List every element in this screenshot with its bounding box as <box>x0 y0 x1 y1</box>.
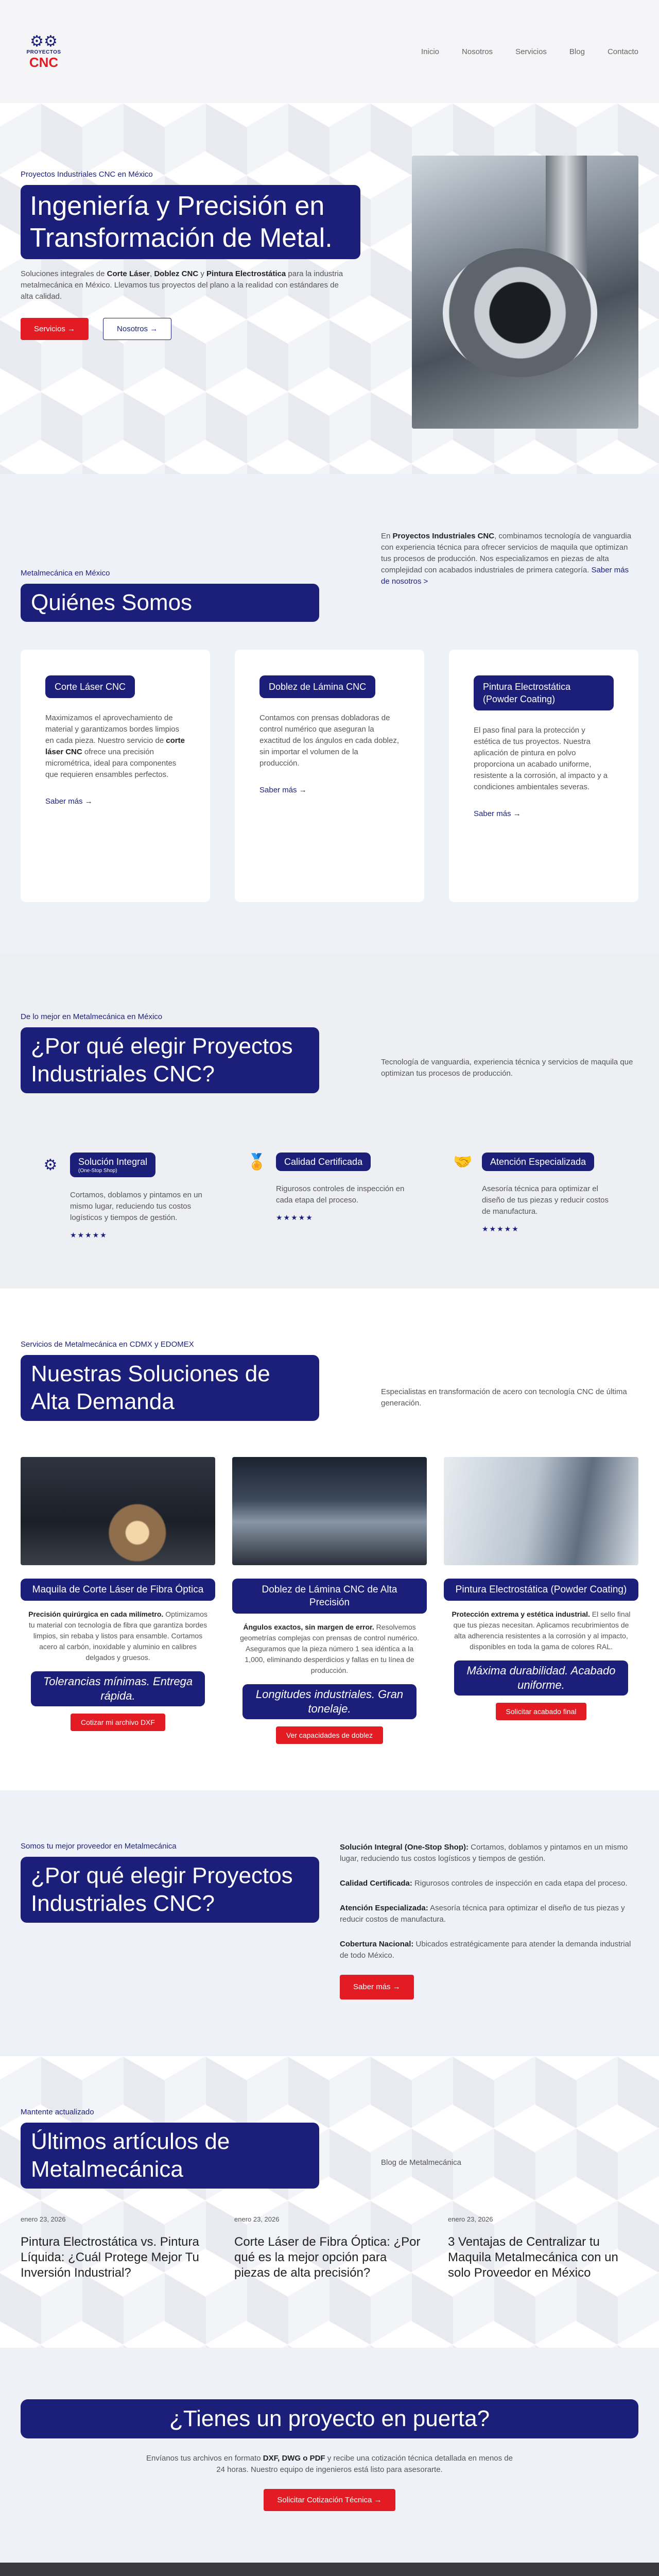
hero-section <box>0 103 659 474</box>
proveedor-section <box>0 1790 659 2056</box>
service-card-pintura <box>449 650 638 902</box>
rating-stars: ★★★★★ <box>482 1225 519 1233</box>
post-title[interactable]: 3 Ventajas de Centralizar tu Maquila Metalmecánica con un solo Proveedor en México <box>448 2235 618 2280</box>
press-brake-image <box>232 1457 427 1565</box>
solution-pintura <box>444 1457 638 1744</box>
nav-inicio[interactable]: Inicio <box>421 47 440 56</box>
service-card-doblez <box>235 650 424 902</box>
solution-text: Protección extrema y estética industrial. El sello final que tus piezas necesitan. Aplicamos recubrimientos de alta adherencia resistentes a la corrosión y al impacto, disponibles en toda la gama de colores RAL. <box>452 1610 631 1651</box>
laser-cutting-image <box>21 1457 215 1565</box>
feature-title: Atención Especializada <box>482 1153 594 1171</box>
site-header <box>0 0 659 103</box>
rating-stars: ★★★★★ <box>70 1231 108 1239</box>
logo-small-text: PROYECTOS <box>26 49 61 55</box>
solicitar-acabado-button[interactable]: Solicitar acabado final <box>496 1703 587 1720</box>
solution-title: Maquila de Corte Láser de Fibra Óptica <box>21 1579 215 1601</box>
blog-post[interactable] <box>21 2215 211 2281</box>
card-text: El paso final para la protección y estética de tus proyectos. Nuestra aplicación de pintura en polvo proporciona un acabado uniforme, resistente a la corrosión, al impacto y a condiciones ambientales severas. <box>474 726 608 791</box>
blog-title-box <box>21 2123 319 2189</box>
nav-servicios[interactable]: Servicios <box>515 47 547 56</box>
cta-section <box>0 2348 659 2563</box>
post-title[interactable]: Pintura Electrostática vs. Pintura Líquida: ¿Cuál Protege Mejor Tu Inversión Industrial? <box>21 2235 199 2280</box>
solution-highlight: Longitudes industriales. Gran tonelaje. <box>242 1684 417 1719</box>
hero-content <box>21 170 350 429</box>
nav-contacto[interactable]: Contacto <box>607 47 638 56</box>
soluciones-eyebrow: Servicios de Metalmecánica en CDMX y EDOMEX <box>21 1340 194 1349</box>
porque-text: Tecnología de vanguardia, experiencia técnica y servicios de maquila que optimizan tus procesos de producción. <box>381 1058 633 1078</box>
post-date: enero 23, 2026 <box>21 2215 66 2223</box>
feature-text: Rigurosos controles de inspección en cada etapa del proceso. <box>276 1184 405 1205</box>
blog-section <box>0 2056 659 2348</box>
hero-eyebrow: Proyectos Industriales CNC en México <box>21 170 153 179</box>
post-title[interactable]: Corte Láser de Fibra Óptica: ¿Por qué es la mejor opción para piezas de alta precisión? <box>234 2235 421 2280</box>
blog-post[interactable] <box>448 2215 638 2281</box>
nav-blog[interactable]: Blog <box>569 47 585 56</box>
hero-title: Ingeniería y Precisión en Transformación de Metal. <box>30 191 333 253</box>
feature-solucion-integral <box>41 1153 206 1240</box>
porque-title: ¿Por qué elegir Proyectos Industriales CNC? <box>31 1033 293 1087</box>
soluciones-title-box <box>21 1355 319 1421</box>
servicios-button[interactable]: Servicios → <box>21 318 89 340</box>
hero-machine-image <box>412 156 638 429</box>
point-item: Cobertura Nacional: Ubicados estratégicamente para atender la demanda industrial de todo México. <box>340 1940 631 1960</box>
point-item: Calidad Certificada: Rigurosos controles de inspección en cada etapa del proceso. <box>340 1879 628 1888</box>
proveedor-title: ¿Por qué elegir Proyectos Industriales CNC? <box>31 1863 293 1916</box>
hero-title-box <box>21 185 360 259</box>
card-text: Maximizamos el aprovechamiento de material y garantizamos bordes limpios en cada pieza. Nuestro servicio de corte láser CNC ofrece una precisión micrométrica, ideal para componentes que requieren ensambles perfectos. <box>45 714 185 779</box>
quienes-eyebrow: Metalmecánica en México <box>21 569 110 578</box>
card-title: Corte Láser CNC <box>45 675 135 698</box>
proveedor-points <box>340 1842 638 1999</box>
saber-mas-link[interactable]: Saber más → <box>474 809 521 818</box>
quienes-title: Quiénes Somos <box>31 590 193 615</box>
quienes-title-box <box>21 584 319 622</box>
feature-calidad-certificada <box>247 1153 412 1240</box>
feature-title: Solución Integral (One-Stop Shop) <box>70 1153 155 1177</box>
point-item: Atención Especializada: Asesoría técnica para optimizar el diseño de tus piezas y reducir costos de manufactura. <box>340 1904 625 1924</box>
ver-capacidades-button[interactable]: Ver capacidades de doblez <box>276 1726 383 1744</box>
soluciones-title: Nuestras Soluciones de Alta Demanda <box>31 1361 270 1414</box>
nav-nosotros[interactable]: Nosotros <box>462 47 493 56</box>
gears-icon: ⚙⚙ <box>30 32 58 50</box>
saber-mas-nosotros-link[interactable]: Saber más de nosotros > <box>381 566 629 586</box>
rating-stars: ★★★★★ <box>276 1213 314 1222</box>
nosotros-button[interactable]: Nosotros → <box>103 318 171 340</box>
hero-description: Soluciones integrales de Corte Láser, Doblez CNC y Pintura Electrostática para la industria metalmecánica en México. Llevamos tus proyectos del plano a la realidad con estándares de alta calidad. <box>21 269 343 301</box>
handshake-icon: 🤝 <box>453 1153 473 1171</box>
soluciones-section <box>0 1289 659 1790</box>
card-title: Pintura Electrostática (Powder Coating) <box>474 675 614 710</box>
saber-mas-link[interactable]: Saber más → <box>259 786 307 794</box>
saber-mas-button[interactable]: Saber más → <box>340 1975 414 1999</box>
post-date: enero 23, 2026 <box>448 2215 493 2223</box>
card-title: Doblez de Lámina CNC <box>259 675 375 698</box>
feature-title: Calidad Certificada <box>276 1153 371 1171</box>
gear-icon: ⚙ <box>43 1156 58 1174</box>
post-date: enero 23, 2026 <box>234 2215 280 2223</box>
card-text: Contamos con prensas dobladoras de control numérico que aseguran la exactitud de los ángulos en cada doblez, sin importar el volumen de la producción. <box>259 714 400 768</box>
proveedor-eyebrow: Somos tu mejor proveedor en Metalmecánica <box>21 1842 177 1851</box>
solution-title: Pintura Electrostática (Powder Coating) <box>444 1579 638 1601</box>
porque-title-box <box>21 1027 319 1093</box>
saber-mas-link[interactable]: Saber más → <box>45 797 93 806</box>
cta-title-box <box>21 2399 638 2438</box>
solution-text: Ángulos exactos, sin margen de error. Resolvemos geometrías complejas con prensas de control numérico. Aseguramos que la pieza número 1 sea idéntica a la 1,000, eliminando desperdicios y fallas en tu línea de producción. <box>240 1623 419 1674</box>
point-item: Solución Integral (One-Stop Shop): Cortamos, doblamos y pintamos en un mismo lugar, reduciendo tus costos logísticos y tiempos de gestión. <box>340 1843 628 1863</box>
feature-text: Asesoría técnica para optimizar el diseño de tus piezas y reducir costos de manufactura. <box>482 1184 609 1216</box>
solution-title: Doblez de Lámina CNC de Alta Precisión <box>232 1579 427 1614</box>
proveedor-title-box <box>21 1857 319 1923</box>
site-footer <box>0 2563 659 2576</box>
solicitar-cotizacion-button[interactable]: Solicitar Cotización Técnica → <box>264 2489 395 2511</box>
solution-highlight: Tolerancias mínimas. Entrega rápida. <box>31 1671 205 1706</box>
solution-highlight: Máxima durabilidad. Acabado uniforme. <box>454 1660 628 1696</box>
service-card-corte-laser <box>21 650 210 902</box>
porque-eyebrow: De lo mejor en Metalmecánica en México <box>21 1012 163 1021</box>
por-que-section <box>0 954 659 1289</box>
cotizar-dxf-button[interactable]: Cotizar mi archivo DXF <box>71 1714 165 1731</box>
cta-title: ¿Tienes un proyecto en puerta? <box>169 2406 490 2431</box>
feature-atencion-especializada <box>453 1153 618 1240</box>
cta-text: Envíanos tus archivos en formato DXF, DWG o PDF y recibe una cotización técnica detallada en menos de 24 horas. Nuestro equipo de ingenieros está listo para asesorarte. <box>146 2454 513 2474</box>
powder-coating-image <box>444 1457 638 1565</box>
blog-text: Blog de Metalmecánica <box>381 2158 461 2167</box>
logo-big-text: CNC <box>29 54 59 70</box>
blog-title: Últimos artículos de Metalmecánica <box>31 2129 230 2182</box>
blog-post[interactable] <box>234 2215 425 2281</box>
blog-eyebrow: Mantente actualizado <box>21 2108 94 2116</box>
solution-doblez <box>232 1457 427 1744</box>
medal-icon: 🏅 <box>247 1153 267 1171</box>
quienes-text: En Proyectos Industriales CNC, combinamos tecnología de vanguardia con experiencia técnica para ofrecer servicios de maquila que optimizan tus procesos de producción. Nos especializamos en piezas de alta complejidad con acabados industriales de primera categoría. Saber más de nosotros > <box>381 532 632 586</box>
site-logo[interactable] <box>21 34 67 70</box>
solution-text: Precisión quirúrgica en cada milímetro. Optimizamos tu material con tecnología de fibra que garantiza bordes limpios, sin rebaba y listos para ensamble. Cortamos acero al carbón, inoxidable y aluminio en calibres delgados y gruesos. <box>28 1610 207 1662</box>
solution-corte-laser <box>21 1457 215 1744</box>
main-nav <box>421 47 638 56</box>
quienes-somos-section <box>0 474 659 954</box>
soluciones-text: Especialistas en transformación de acero con tecnología CNC de última generación. <box>381 1387 627 1408</box>
feature-text: Cortamos, doblamos y pintamos en un mismo lugar, reduciendo tus costos logísticos y tiempos de gestión. <box>70 1191 202 1222</box>
